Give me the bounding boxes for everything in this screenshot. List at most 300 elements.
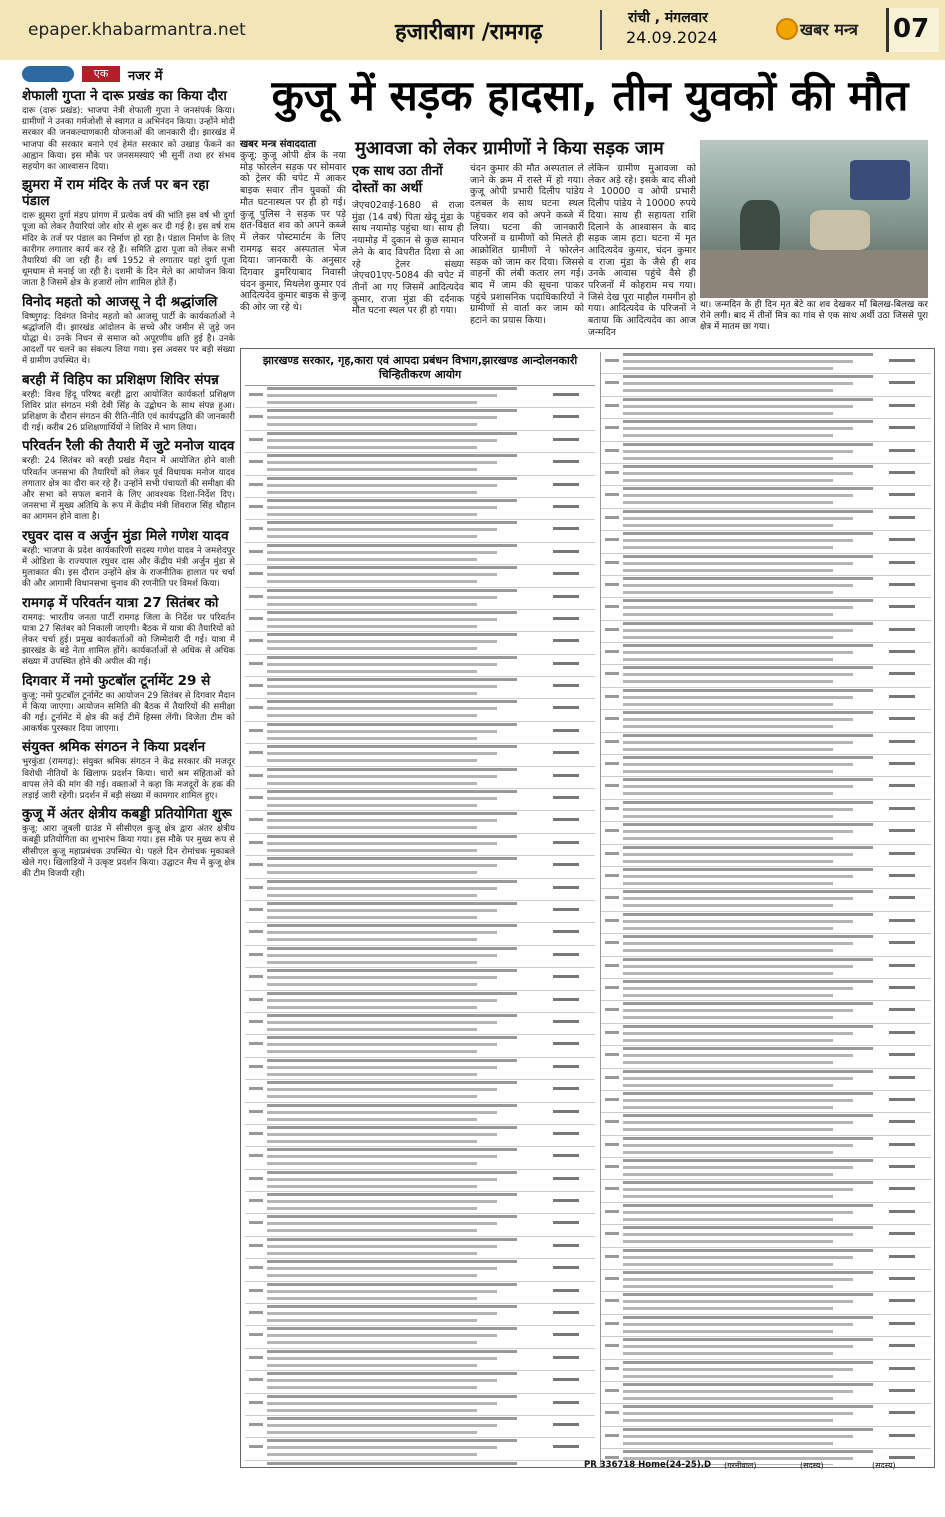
notice-row-text: [605, 964, 619, 967]
notice-row-text: [605, 493, 619, 496]
photo-caption: था। जन्मदिन के ही दिन मृत बेटे का शव देखकर माँ बिलख-बिलख कर रोने लगी। बाद में तीनों मित्र का गांव से एक साथ अर्थी उठा जिससे पूरा क्षेत्र में मातम छा गया।: [700, 300, 928, 332]
notice-row-text: [605, 381, 619, 384]
notice-row-text: [889, 672, 915, 675]
notice-row-text: [267, 401, 477, 404]
notice-row-text: [267, 409, 517, 412]
notice-row-text: [623, 1151, 833, 1154]
notice-row-text: [267, 1446, 497, 1449]
notice-row-text: [623, 1442, 833, 1445]
notice-row-text: [249, 1423, 263, 1426]
notice-row-text: [267, 1453, 477, 1456]
notice-row-text: [553, 1087, 579, 1090]
notice-row: [601, 554, 931, 576]
brief-story: [22, 177, 235, 289]
notice-row-text: [623, 1450, 873, 1453]
notice-row-text: [249, 908, 263, 911]
notice-row-text: [623, 815, 833, 818]
notice-row-text: [605, 1344, 619, 1347]
notice-row: [601, 442, 931, 464]
notice-row-text: [889, 404, 915, 407]
notice-row-text: [249, 483, 263, 486]
brief-story-title: शेफाली गुप्ता ने दारू प्रखंड का किया दौरा: [22, 88, 227, 104]
notice-row-text: [623, 1173, 833, 1176]
notice-row: [245, 1013, 595, 1035]
notice-row-text: [889, 449, 915, 452]
notice-row-text: [249, 1289, 263, 1292]
notice-row-text: [889, 829, 915, 832]
notice-row-text: [623, 801, 873, 804]
notice-row-text: [623, 785, 853, 788]
notice-row-text: [267, 633, 517, 636]
notice-row-text: [623, 1211, 853, 1214]
notice-row-text: [623, 465, 873, 468]
notice-row-text: [267, 819, 497, 822]
notice-row-text: [623, 987, 853, 990]
notice-row-text: [889, 1344, 915, 1347]
notice-row-text: [267, 1357, 497, 1360]
notice-row-text: [553, 527, 579, 530]
section-tag: एक: [82, 66, 120, 82]
notice-row-text: [267, 692, 477, 695]
notice-row-text: [889, 1098, 915, 1101]
notice-row-text: [605, 1456, 619, 1459]
notice-row: [601, 1315, 931, 1337]
notice-row-text: [267, 416, 497, 419]
notice-row-text: [553, 1199, 579, 1202]
notice-row-text: [623, 666, 873, 669]
notice-row-text: [605, 449, 619, 452]
notice-row-text: [267, 1155, 497, 1158]
notice-row-text: [267, 909, 497, 912]
notice-row-text: [267, 506, 497, 509]
notice-row: [245, 767, 595, 789]
notice-row-text: [623, 443, 873, 446]
notice-table-left: [245, 385, 595, 1466]
notice-row-text: [889, 852, 915, 855]
notice-row-text: [267, 535, 477, 538]
notice-row-text: [623, 622, 873, 625]
notice-row-text: [605, 628, 619, 631]
notice-row-text: [623, 763, 853, 766]
notice-row-text: [267, 1222, 497, 1225]
notice-row-text: [605, 1008, 619, 1011]
notice-row-text: [267, 1319, 477, 1322]
notice-row-text: [623, 1233, 853, 1236]
brief-story-title: रामगढ़ में परिवर्तन यात्रा 27 सितंबर को: [22, 594, 219, 611]
notice-row-text: [267, 1066, 497, 1069]
notice-row-text: [267, 1200, 497, 1203]
notice-row: [245, 1147, 595, 1169]
notice-row-text: [553, 415, 579, 418]
brief-story: [22, 806, 235, 880]
notice-row-text: [605, 807, 619, 810]
notice-row-text: [623, 1271, 873, 1274]
notice-row: [601, 1248, 931, 1270]
notice-row: [601, 1158, 931, 1180]
notice-row-text: [553, 998, 579, 1001]
notice-row-text: [889, 516, 915, 519]
notice-row-text: [267, 1252, 477, 1255]
sub-headline: मुआवजा को लेकर ग्रामीणों ने किया सड़क जाम: [355, 138, 664, 159]
notice-row-text: [605, 1367, 619, 1370]
notice-row: [245, 744, 595, 766]
pr-number: PR 336718 Home(24-25).D: [584, 1460, 711, 1470]
brief-story-title: कुजू में अंतर क्षेत्रीय कबड्डी प्रतियोगिता शुरू: [22, 806, 232, 823]
notice-row: [245, 431, 595, 453]
notice-row-text: [267, 790, 517, 793]
notice-row-text: [623, 792, 833, 795]
notice-row-text: [605, 1143, 619, 1146]
notice-row-text: [605, 605, 619, 608]
notice-row-text: [267, 752, 497, 755]
notice-row-text: [623, 1278, 853, 1281]
notice-row: [601, 800, 931, 822]
notice-row-text: [267, 1402, 497, 1405]
notice-row-text: [249, 1356, 263, 1359]
notice-row-text: [889, 628, 915, 631]
notice-row-text: [889, 874, 915, 877]
notice-row-text: [553, 1401, 579, 1404]
notice-row-text: [267, 580, 477, 583]
notice-row-text: [623, 1099, 853, 1102]
notice-row: [245, 1304, 595, 1326]
notice-row-text: [267, 916, 477, 919]
notice-row-text: [889, 1277, 915, 1280]
notice-row-text: [605, 874, 619, 877]
notice-row-text: [623, 1159, 873, 1162]
notice-row: [601, 1382, 931, 1404]
notice-row-text: [623, 591, 833, 594]
notice-row-text: [623, 868, 873, 871]
notice-row-text: [605, 1232, 619, 1235]
signature-2: (सदस्य): [800, 1461, 824, 1470]
notice-row-text: [267, 1178, 497, 1181]
notice-row: [601, 1046, 931, 1068]
notice-row-text: [249, 1065, 263, 1068]
notice-row-text: [553, 460, 579, 463]
notice-row: [601, 621, 931, 643]
notice-row-text: [889, 1255, 915, 1258]
notice-row: [245, 1282, 595, 1304]
notice-row-text: [553, 1110, 579, 1113]
notice-row: [601, 1225, 931, 1247]
notice-row-text: [249, 1266, 263, 1269]
notice-row-text: [553, 1154, 579, 1157]
notice-row-text: [623, 517, 853, 520]
notice-row: [245, 1058, 595, 1080]
notice-row-text: [889, 740, 915, 743]
brief-story-body: बरही: विश्व हिंदू परिषद बरही द्वारा आयोजित कार्यकर्ता प्रशिक्षण शिविर प्रांत संगठन मंत्री देवी सिंह के उद्बोधन के साथ संपन्न हुआ। प्रशिक्षण के दौरान संगठन की रीति-नीति एवं कार्यपद्धति की जानकारी दी गई। करीब 26 प्रशिक्षणार्थियों ने शिविर में भाग लिया।: [22, 389, 235, 434]
notice-row-text: [267, 1014, 517, 1017]
notice-row-text: [889, 986, 915, 989]
notice-row-text: [267, 1133, 497, 1136]
notice-row-text: [623, 882, 833, 885]
notice-row-text: [267, 1028, 477, 1031]
notice-row-text: [553, 1423, 579, 1426]
notice-row-text: [605, 1120, 619, 1123]
notice-row-text: [553, 1266, 579, 1269]
notice-row-text: [267, 1431, 477, 1434]
notice-row-text: [553, 729, 579, 732]
notice-row-text: [267, 1118, 477, 1121]
brief-story-title: रघुवर दास व अर्जुन मुंडा मिले गणेश यादव: [22, 527, 229, 544]
notice-row: [245, 1080, 595, 1102]
notice-row: [245, 1170, 595, 1192]
notice-row-text: [623, 353, 873, 356]
notice-row-text: [623, 420, 873, 423]
notice-row-text: [553, 886, 579, 889]
notice-row-text: [267, 1238, 517, 1241]
notice-row-text: [889, 807, 915, 810]
notice-row: [601, 598, 931, 620]
masthead-divider: [600, 10, 602, 50]
notice-row-text: [623, 958, 873, 961]
notice-row-text: [623, 949, 833, 952]
notice-row-text: [267, 589, 517, 592]
notice-row: [245, 610, 595, 632]
notice-row-text: [623, 1316, 873, 1319]
notice-row-text: [623, 472, 853, 475]
notice-row-text: [267, 1290, 497, 1293]
notice-row-text: [623, 450, 853, 453]
notice-row-text: [623, 382, 853, 385]
story-column-2: जेएच02वाई-1680 से राजा मुंडा (14 वर्ष) पिता खेदू मुंडा के साथ नयामोड़ पहुंचा था। साथ ही नयामोड़ में दुकान से कुछ सामान लेने के बाद विपरीत दिशा से आ रहे ट्रेलर संख्या जेएच01एए-5084 की चपेट में तीनों आ गए जिसमें आदित्यदेव कुमार, राजा मुंडा की दर्दनाक मौत घटना स्थल पर ही हो गया।: [352, 200, 464, 317]
notice-row-text: [623, 1204, 873, 1207]
notice-row-text: [267, 551, 497, 554]
notice-row-text: [889, 583, 915, 586]
brief-story: [22, 528, 235, 591]
notice-row-text: [623, 651, 853, 654]
notice-row-text: [889, 919, 915, 922]
box-title: एक साथ उठा तीनों दोस्तों का अर्थी: [352, 164, 443, 196]
notice-row-text: [889, 896, 915, 899]
notice-row: [245, 1259, 595, 1281]
brand-name: खबर मन्त्र: [800, 20, 858, 39]
notice-row-text: [553, 550, 579, 553]
notice-row-text: [623, 1330, 833, 1333]
notice-row-text: [623, 1002, 873, 1005]
notice-row-text: [605, 1210, 619, 1213]
notice-row-text: [267, 775, 497, 778]
notice-row-text: [623, 569, 833, 572]
notice-row: [245, 1192, 595, 1214]
notice-row-text: [553, 908, 579, 911]
notice-row: [601, 643, 931, 665]
notice-row: [601, 1360, 931, 1382]
notice-row-text: [623, 1181, 873, 1184]
notice-row-text: [623, 405, 853, 408]
notice-row-text: [267, 1379, 497, 1382]
notice-row-text: [623, 808, 853, 811]
notice-row: [601, 1024, 931, 1046]
notice-row-text: [623, 703, 833, 706]
notice-row-text: [553, 595, 579, 598]
notice-row-text: [267, 1341, 477, 1344]
brief-story: [22, 294, 235, 368]
notice-row: [245, 1035, 595, 1057]
notice-row-text: [553, 617, 579, 620]
notice-row-text: [623, 1218, 833, 1221]
notice-row: [245, 1349, 595, 1371]
notice-row-text: [889, 762, 915, 765]
notice-row-text: [623, 427, 853, 430]
notice-row-text: [889, 1076, 915, 1079]
notice-row-text: [623, 904, 833, 907]
notice-row-text: [623, 725, 833, 728]
notice-row: [601, 1337, 931, 1359]
notice-row-text: [267, 468, 477, 471]
notice-row-text: [267, 1148, 517, 1151]
epaper-url[interactable]: epaper.khabarmantra.net: [28, 20, 246, 40]
notice-row-text: [267, 1386, 477, 1389]
notice-row-text: [267, 1111, 497, 1114]
notice-row-text: [889, 1434, 915, 1437]
notice-row-text: [267, 1350, 517, 1353]
photo-road: [700, 250, 928, 298]
notice-row: [245, 879, 595, 901]
notice-row-text: [267, 983, 477, 986]
notice-row-text: [623, 1226, 873, 1229]
notice-row-text: [553, 662, 579, 665]
notice-row-text: [267, 1424, 497, 1427]
notice-row-text: [623, 846, 873, 849]
notice-row: [245, 565, 595, 587]
notice-row-text: [623, 756, 873, 759]
notice-row-text: [267, 857, 517, 860]
notice-row-text: [553, 1333, 579, 1336]
notice-row-text: [553, 1132, 579, 1135]
notice-row-text: [605, 516, 619, 519]
notice-row-text: [623, 1009, 853, 1012]
notice-row-text: [623, 1240, 833, 1243]
brief-story-body: बरही: भाजपा के प्रदेश कार्यकारिणी सदस्य गणेश यादव ने जमशेदपुर में ओडिशा के राज्यपाल रघुवर दास और केंद्रीय मंत्री अर्जुन मुंडा से मुलाकात की। इस दौरान उन्होंने क्षेत्र के राजनीतिक हालात पर चर्चा की और आगामी विधानसभा चुनाव की रणनीति पर विमर्श किया।: [22, 545, 235, 590]
notice-row-text: [267, 931, 497, 934]
notice-row-text: [605, 404, 619, 407]
notice-row-text: [623, 1405, 873, 1408]
notice-row-text: [623, 718, 853, 721]
notice-row: [601, 464, 931, 486]
photo-vehicle: [850, 160, 910, 200]
notice-row-text: [605, 762, 619, 765]
notice-row-text: [249, 1311, 263, 1314]
notice-row-text: [267, 596, 497, 599]
notice-row-text: [605, 740, 619, 743]
notice-row-text: [267, 1050, 477, 1053]
notice-row-text: [605, 1076, 619, 1079]
notice-row: [245, 923, 595, 945]
notice-row-text: [623, 689, 873, 692]
notice-row-text: [889, 1411, 915, 1414]
notice-row: [601, 777, 931, 799]
notice-row-text: [623, 1249, 873, 1252]
notice-row-text: [553, 774, 579, 777]
notice-row-text: [605, 1299, 619, 1302]
notice-row-text: [267, 954, 497, 957]
notice-row: [245, 632, 595, 654]
notice-row-text: [267, 880, 517, 883]
notice-row-text: [623, 935, 873, 938]
notice-row-text: [623, 1412, 853, 1415]
notice-row-text: [553, 438, 579, 441]
notice-row-text: [623, 741, 853, 744]
notice-row-text: [553, 706, 579, 709]
notice-row: [245, 386, 595, 408]
notice-row-text: [623, 1323, 853, 1326]
notice-row-text: [267, 1283, 517, 1286]
notice-row-text: [623, 1300, 853, 1303]
notice-row-text: [623, 1345, 853, 1348]
notice-row-text: [267, 849, 477, 852]
notice-row-text: [623, 837, 833, 840]
notice-row-text: [623, 980, 873, 983]
notice-row-text: [623, 778, 873, 781]
notice-row-text: [267, 1229, 477, 1232]
notice-row-text: [623, 1397, 833, 1400]
notice-row-text: [623, 920, 853, 923]
notice-row-text: [249, 415, 263, 418]
notice-row: [245, 991, 595, 1013]
notice-row-text: [249, 1132, 263, 1135]
notice-row-text: [605, 1322, 619, 1325]
notice-row-text: [267, 647, 477, 650]
notice-row-text: [623, 853, 853, 856]
notice-row-text: [623, 577, 873, 580]
notice-row: [245, 1103, 595, 1125]
notice-row-text: [553, 639, 579, 642]
notice-row-text: [267, 685, 497, 688]
notice-row-text: [623, 1435, 853, 1438]
notice-row-text: [623, 994, 833, 997]
notice-row-text: [623, 1070, 873, 1073]
notice-row-text: [267, 611, 517, 614]
notice-row-text: [267, 499, 517, 502]
notice-row-text: [267, 1395, 517, 1398]
notice-row-text: [267, 745, 517, 748]
notice-row-text: [623, 658, 833, 661]
notice-row-text: [249, 998, 263, 1001]
notice-row-text: [623, 734, 873, 737]
notice-row-text: [249, 505, 263, 508]
brief-story: [22, 372, 235, 435]
notice-row-text: [889, 1008, 915, 1011]
notice-row-text: [623, 823, 873, 826]
notice-row-text: [889, 538, 915, 541]
notice-row-text: [267, 924, 517, 927]
notice-row-text: [249, 595, 263, 598]
notice-row-text: [553, 1311, 579, 1314]
brief-story-title: झुमरा में राम मंदिर के तर्ज पर बन रहा पंडाल: [22, 177, 209, 210]
notice-row-text: [889, 1120, 915, 1123]
notice-header: झारखण्ड सरकार, गृह,कारा एवं आपदा प्रबंधन विभाग,झारखण्ड आन्दोलनकारी चिन्हितीकरण आयोग: [262, 354, 578, 381]
notice-row-text: [267, 894, 477, 897]
brief-story-body: रामगढ़: भारतीय जनता पार्टी रामगढ़ जिला के निर्देश पर परिवर्तन यात्रा 27 सितंबर को निकाली जाएगी। बैठक में यात्रा की तैयारियों को लेकर चर्चा हुई। प्रमुख कार्यकर्ताओं को जिम्मेदारी दी गई। यात्रा में झारखंड के बड़े नेता शामिल होंगे। कार्यकर्ताओं से अधिक से अधिक संख्या में उपस्थित होने की अपील की गई।: [22, 612, 235, 668]
signature-1: (गरनीवाल): [724, 1461, 757, 1470]
notice-row-text: [605, 359, 619, 362]
notice-row-text: [889, 1165, 915, 1168]
notice-row: [245, 946, 595, 968]
notice-row: [601, 1113, 931, 1135]
notice-row-text: [249, 639, 263, 642]
notice-row-text: [605, 672, 619, 675]
edition-title: हजारीबाग /रामगढ़: [395, 20, 543, 45]
notice-row-text: [267, 999, 497, 1002]
notice-row-text: [249, 527, 263, 530]
notice-row: [601, 1180, 931, 1202]
notice-row: [601, 1069, 931, 1091]
notice-row-text: [605, 1031, 619, 1034]
notice-row: [601, 889, 931, 911]
notice-row-text: [267, 1073, 477, 1076]
